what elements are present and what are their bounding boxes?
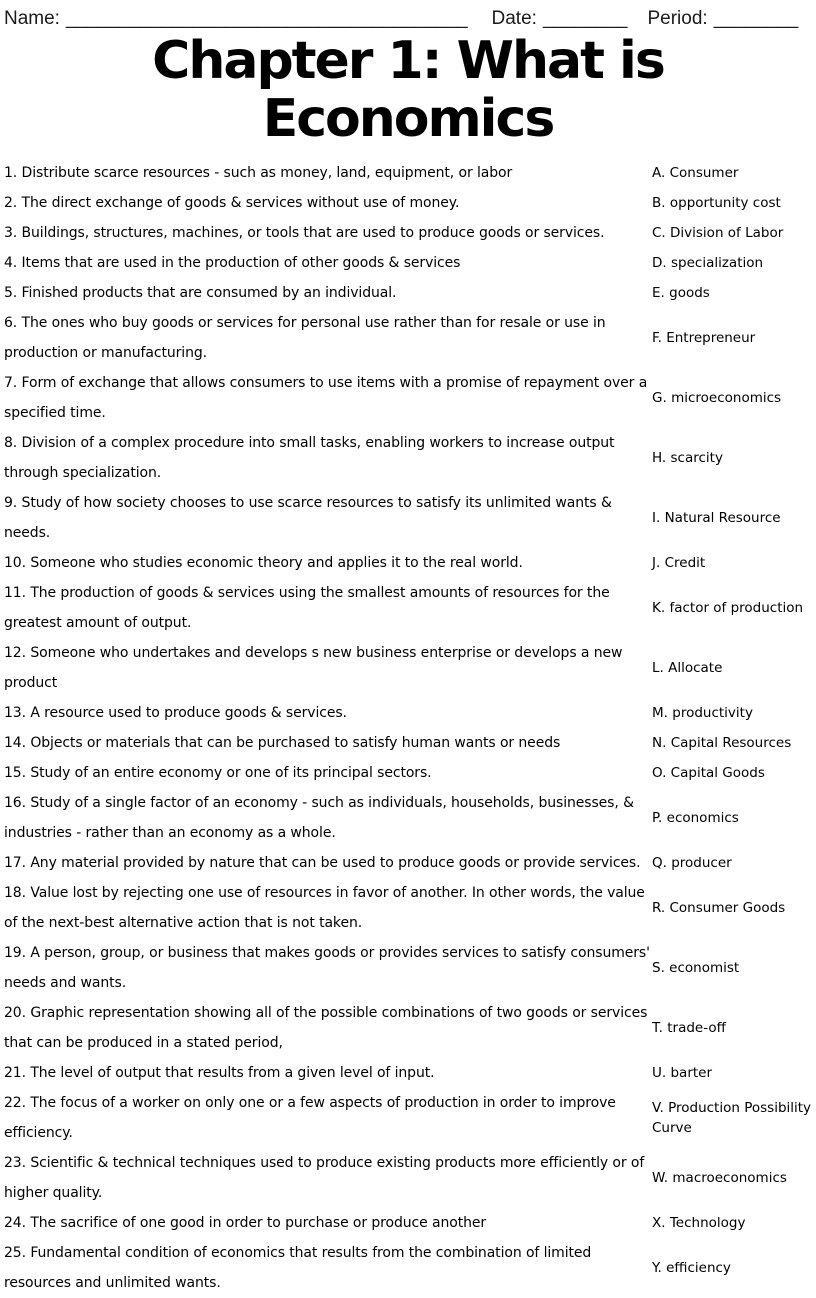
clue-text: Scientific & technical techniques used to produce existing products more efficiently or of higher quality.	[4, 1155, 645, 1202]
clue	[4, 998, 652, 1058]
term-word: Consumer Goods	[669, 900, 786, 917]
term	[652, 188, 812, 218]
clue	[4, 188, 652, 218]
clue-number: 22.	[4, 1095, 26, 1112]
clue-text: Finished products that are consumed by an individual.	[21, 285, 397, 302]
clue-number: 10.	[4, 555, 26, 572]
clue	[4, 1148, 652, 1208]
clue-number: 5.	[4, 285, 18, 302]
term-letter: P.	[652, 810, 663, 827]
clue-number: 6.	[4, 315, 18, 332]
clue	[4, 578, 652, 638]
clue-number: 18.	[4, 885, 26, 902]
term-word: Capital Goods	[670, 765, 765, 782]
term-word: opportunity cost	[669, 195, 781, 212]
matching-row	[4, 938, 816, 998]
term-text	[652, 253, 763, 273]
term-word: specialization	[670, 255, 764, 272]
term-word: Technology	[669, 1215, 746, 1232]
clue	[4, 728, 652, 758]
matching-row	[4, 638, 816, 698]
clue-text: Graphic representation showing all of the possible combinations of two goods or services that can be produced in a stated period,	[4, 1005, 648, 1052]
term-text	[652, 1258, 731, 1278]
term	[652, 758, 812, 788]
matching-row	[4, 578, 816, 638]
clue-text: Objects or materials that can be purchased to satisfy human wants or needs	[30, 735, 561, 752]
term-letter: Q.	[652, 855, 667, 872]
term-text	[652, 163, 738, 183]
date-blank-line: ________	[542, 8, 628, 29]
term-word: Entrepreneur	[666, 330, 756, 347]
clue	[4, 158, 652, 188]
clue	[4, 1058, 652, 1088]
term-word: productivity	[672, 705, 753, 722]
clue	[4, 758, 652, 788]
matching-row	[4, 878, 816, 938]
clue-number: 8.	[4, 435, 18, 452]
term-word: efficiency	[666, 1260, 731, 1277]
term-letter: I.	[652, 510, 661, 527]
clue-text: Someone who studies economic theory and applies it to the real world.	[30, 555, 523, 572]
matching-row	[4, 998, 816, 1058]
clue	[4, 638, 652, 698]
clue	[4, 878, 652, 938]
term-text	[652, 898, 785, 918]
term-word: microeconomics	[671, 390, 782, 407]
term-letter: G.	[652, 390, 667, 407]
term-letter: H.	[652, 450, 667, 467]
term-text	[652, 223, 783, 243]
term-text	[652, 283, 710, 303]
term-letter: K.	[652, 600, 666, 617]
term-letter: D.	[652, 255, 667, 272]
term-letter: S.	[652, 960, 665, 977]
term	[652, 698, 812, 728]
term	[652, 938, 812, 998]
term-text	[652, 763, 765, 783]
term	[652, 728, 812, 758]
matching-row	[4, 368, 816, 428]
term-word: Capital Resources	[670, 735, 792, 752]
clue-text: Someone who undertakes and develops s new business enterprise or develops a new product	[4, 645, 623, 692]
term-text	[652, 1213, 745, 1233]
term-letter: A.	[652, 165, 666, 182]
term-word: trade-off	[667, 1020, 726, 1037]
term	[652, 578, 812, 638]
clue-number: 1.	[4, 165, 18, 182]
term	[652, 278, 812, 308]
clue-number: 2.	[4, 195, 18, 212]
term-text	[652, 388, 781, 408]
clue-number: 9.	[4, 495, 18, 512]
clue	[4, 248, 652, 278]
matching-row	[4, 1208, 816, 1238]
clue-text: The ones who buy goods or services for personal use rather than for resale or use in production or manufacturing.	[4, 315, 606, 362]
clue-text: The focus of a worker on only one or a few aspects of production in order to improve efficiency.	[4, 1095, 616, 1142]
clue-text: A person, group, or business that makes goods or provides services to satisfy consumers' needs and wants.	[4, 945, 650, 992]
clue	[4, 938, 652, 998]
clue-text: Items that are used in the production of other goods & services	[21, 255, 461, 272]
clue-number: 24.	[4, 1215, 26, 1232]
matching-row	[4, 278, 816, 308]
term-text	[652, 328, 755, 348]
term	[652, 1208, 812, 1238]
worksheet-header	[0, 0, 816, 30]
matching-row	[4, 158, 816, 188]
term-text	[652, 658, 722, 678]
term-letter: N.	[652, 735, 667, 752]
term-text	[652, 598, 803, 618]
term-text	[652, 508, 781, 528]
term	[652, 998, 812, 1058]
term	[652, 248, 812, 278]
clue	[4, 278, 652, 308]
page-title: Chapter 1: What is Economics	[152, 31, 664, 150]
clue	[4, 368, 652, 428]
term-letter: R.	[652, 900, 666, 917]
term-letter: L.	[652, 660, 664, 677]
clue-number: 20.	[4, 1005, 26, 1022]
clue-text: The direct exchange of goods & services without use of money.	[21, 195, 460, 212]
matching-row	[4, 728, 816, 758]
matching-row	[4, 1088, 816, 1148]
term-text	[652, 1063, 712, 1083]
term-letter: C.	[652, 225, 666, 242]
term-text	[652, 193, 781, 213]
matching-row	[4, 848, 816, 878]
term-word: Natural Resource	[664, 510, 781, 527]
matching-row	[4, 788, 816, 848]
matching-row	[4, 218, 816, 248]
matching-row	[4, 488, 816, 548]
clue-number: 25.	[4, 1245, 26, 1262]
term-text	[652, 553, 705, 573]
term	[652, 218, 812, 248]
clue-text: Buildings, structures, machines, or tools that are used to produce goods or services.	[21, 225, 605, 242]
term-word: goods	[669, 285, 710, 302]
clue	[4, 1208, 652, 1238]
term-letter: M.	[652, 705, 668, 722]
matching-row	[4, 758, 816, 788]
term-text	[652, 1018, 726, 1038]
clue-number: 16.	[4, 795, 26, 812]
clue-number: 7.	[4, 375, 18, 392]
clue-number: 15.	[4, 765, 26, 782]
term-text	[652, 853, 732, 873]
term	[652, 1088, 812, 1148]
matching-row	[4, 1148, 816, 1208]
term-word: Production Possibility Curve	[652, 1100, 812, 1137]
clue-number: 21.	[4, 1065, 26, 1082]
matching-row	[4, 548, 816, 578]
term-word: factor of production	[669, 600, 804, 617]
term-text	[652, 703, 753, 723]
clue-number: 14.	[4, 735, 26, 752]
clue-number: 4.	[4, 255, 18, 272]
term-letter: E.	[652, 285, 665, 302]
clue-text: Study of an entire economy or one of its principal sectors.	[30, 765, 432, 782]
clue	[4, 488, 652, 548]
clue	[4, 548, 652, 578]
term-letter: W.	[652, 1170, 669, 1187]
clue-text: Any material provided by nature that can be used to produce goods or provide services.	[30, 855, 641, 872]
clue	[4, 1238, 652, 1298]
clue-text: The production of goods & services using the smallest amounts of resources for the greatest amount of output.	[4, 585, 610, 632]
term	[652, 548, 812, 578]
clue-number: 19.	[4, 945, 26, 962]
term	[652, 788, 812, 848]
term-word: Consumer	[669, 165, 739, 182]
clue-text: A resource used to produce goods & services.	[30, 705, 347, 722]
clue	[4, 788, 652, 848]
clue-text: Study of how society chooses to use scarce resources to satisfy its unlimited wants & needs.	[4, 495, 612, 542]
matching-row	[4, 428, 816, 488]
clue-text: The sacrifice of one good in order to purchase or produce another	[30, 1215, 487, 1232]
clue-text: Division of a complex procedure into small tasks, enabling workers to increase output through specialization.	[4, 435, 615, 482]
term-text	[652, 448, 723, 468]
term	[652, 1148, 812, 1208]
term-letter: F.	[652, 330, 662, 347]
term-text	[652, 808, 739, 828]
matching-list	[0, 158, 816, 1298]
term-letter: U.	[652, 1065, 667, 1082]
term-letter: T.	[652, 1020, 663, 1037]
term	[652, 638, 812, 698]
term-word: Division of Labor	[670, 225, 784, 242]
name-label: Name:	[4, 8, 60, 29]
date-label: Date:	[491, 8, 537, 29]
clue	[4, 1088, 652, 1148]
matching-row	[4, 308, 816, 368]
clue-number: 3.	[4, 225, 18, 242]
term-letter: X.	[652, 1215, 666, 1232]
term-letter: O.	[652, 765, 667, 782]
term-text	[652, 958, 739, 978]
term-word: Credit	[664, 555, 706, 572]
term	[652, 368, 812, 428]
clue-text: Study of a single factor of an economy - such as individuals, households, businesses, & industries - rather than an economy as a whole.	[4, 795, 634, 842]
clue-number: 13.	[4, 705, 26, 722]
period-label: Period:	[647, 8, 708, 29]
clue-number: 11.	[4, 585, 26, 602]
period-blank-line: ________	[713, 8, 799, 29]
clue-number: 17.	[4, 855, 26, 872]
clue-text: Fundamental condition of economics that results from the combination of limited resources and unlimited wants.	[4, 1245, 592, 1292]
term	[652, 1058, 812, 1088]
clue-number: 23.	[4, 1155, 26, 1172]
clue	[4, 428, 652, 488]
clue	[4, 698, 652, 728]
term-text	[652, 733, 791, 753]
term	[652, 488, 812, 548]
matching-row	[4, 698, 816, 728]
term-word: economics	[666, 810, 739, 827]
term	[652, 1238, 812, 1298]
term-word: producer	[671, 855, 732, 872]
clue	[4, 308, 652, 368]
clue-text: The level of output that results from a given level of input.	[30, 1065, 435, 1082]
matching-row	[4, 1058, 816, 1088]
matching-row	[4, 188, 816, 218]
term-word: scarcity	[670, 450, 723, 467]
term	[652, 848, 812, 878]
term	[652, 158, 812, 188]
term-word: barter	[670, 1065, 713, 1082]
matching-row	[4, 248, 816, 278]
term-word: Allocate	[668, 660, 723, 677]
term-letter: V.	[652, 1100, 664, 1117]
term	[652, 878, 812, 938]
term-text	[652, 1168, 787, 1188]
term-text	[652, 1098, 812, 1138]
term-letter: J.	[652, 555, 661, 572]
clue-number: 12.	[4, 645, 26, 662]
matching-row	[4, 1238, 816, 1298]
term-word: macroeconomics	[672, 1170, 787, 1187]
term-word: economist	[669, 960, 740, 977]
term-letter: B.	[652, 195, 666, 212]
clue-text: Form of exchange that allows consumers to use items with a promise of repayment over a specified time.	[4, 375, 648, 422]
clue	[4, 848, 652, 878]
clue-text: Value lost by rejecting one use of resources in favor of another. In other words, the value of the next-best alternative action that is not taken.	[4, 885, 645, 932]
term-letter: Y.	[652, 1260, 662, 1277]
clue	[4, 218, 652, 248]
term	[652, 428, 812, 488]
name-blank-line: ______________________________________	[65, 8, 468, 29]
term	[652, 308, 812, 368]
clue-text: Distribute scarce resources - such as money, land, equipment, or labor	[21, 165, 513, 182]
